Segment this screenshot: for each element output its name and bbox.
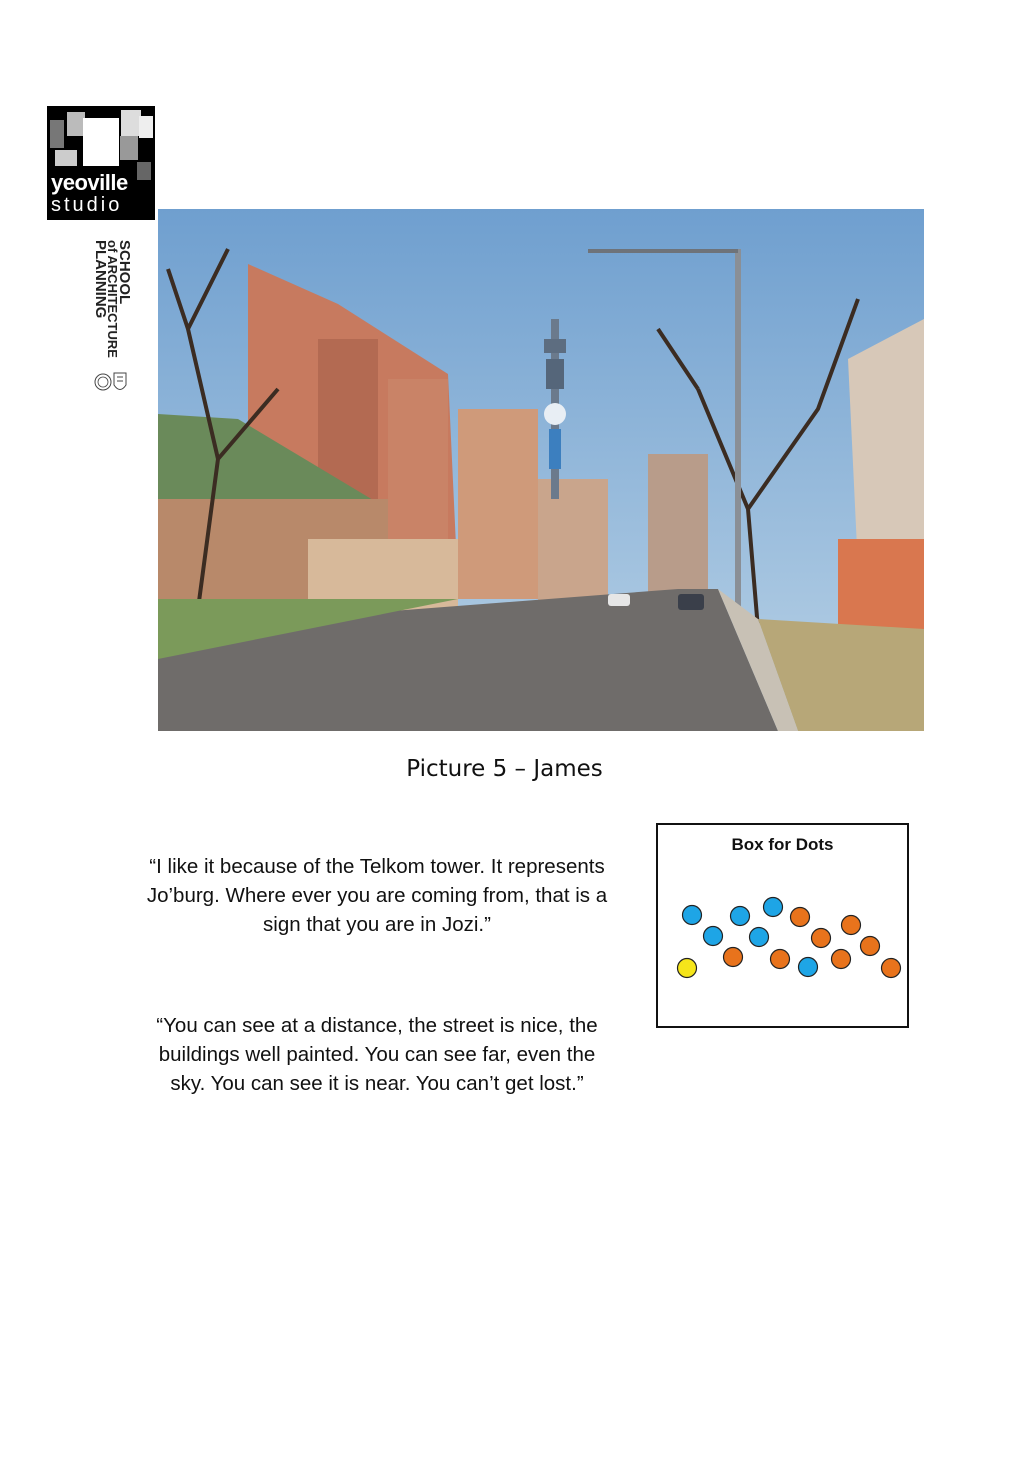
dot bbox=[678, 959, 697, 978]
dot bbox=[799, 958, 818, 977]
dot bbox=[764, 898, 783, 917]
dot-box-title: Box for Dots bbox=[731, 835, 834, 854]
school-line-3: PLANNING bbox=[92, 240, 109, 319]
dot bbox=[704, 927, 723, 946]
picture-caption: Picture 5 – James bbox=[406, 756, 603, 782]
university-crest-icon bbox=[94, 367, 128, 397]
dot bbox=[750, 928, 769, 947]
dot bbox=[731, 907, 750, 926]
logo-text-studio: studio bbox=[51, 194, 123, 216]
dot bbox=[812, 929, 831, 948]
dot bbox=[771, 950, 790, 969]
dot bbox=[832, 950, 851, 969]
yeoville-studio-logo bbox=[47, 106, 155, 220]
dot bbox=[724, 948, 743, 967]
dot bbox=[882, 959, 901, 978]
school-label bbox=[58, 240, 133, 370]
quote-1: “I like it because of the Telkom tower. It represents Jo’burg. Where ever you are coming from, that is a sign that you are in Jozi.” bbox=[146, 855, 608, 936]
dot bbox=[791, 908, 810, 927]
logo-text-yeoville: yeoville bbox=[51, 170, 128, 195]
dot-box bbox=[656, 823, 909, 1028]
dot bbox=[842, 916, 861, 935]
dot bbox=[861, 937, 880, 956]
school-line-2: of ARCHITECTURE bbox=[105, 240, 120, 358]
school-line-1: SCHOOL bbox=[116, 240, 133, 305]
street-photo bbox=[158, 209, 924, 731]
dots-area bbox=[658, 825, 907, 1026]
quote-2: “You can see at a distance, the street is nice, the buildings well painted. You can see far, even the sky. You can see it is near. You can’t get lost.” bbox=[156, 1014, 598, 1095]
dot bbox=[683, 906, 702, 925]
